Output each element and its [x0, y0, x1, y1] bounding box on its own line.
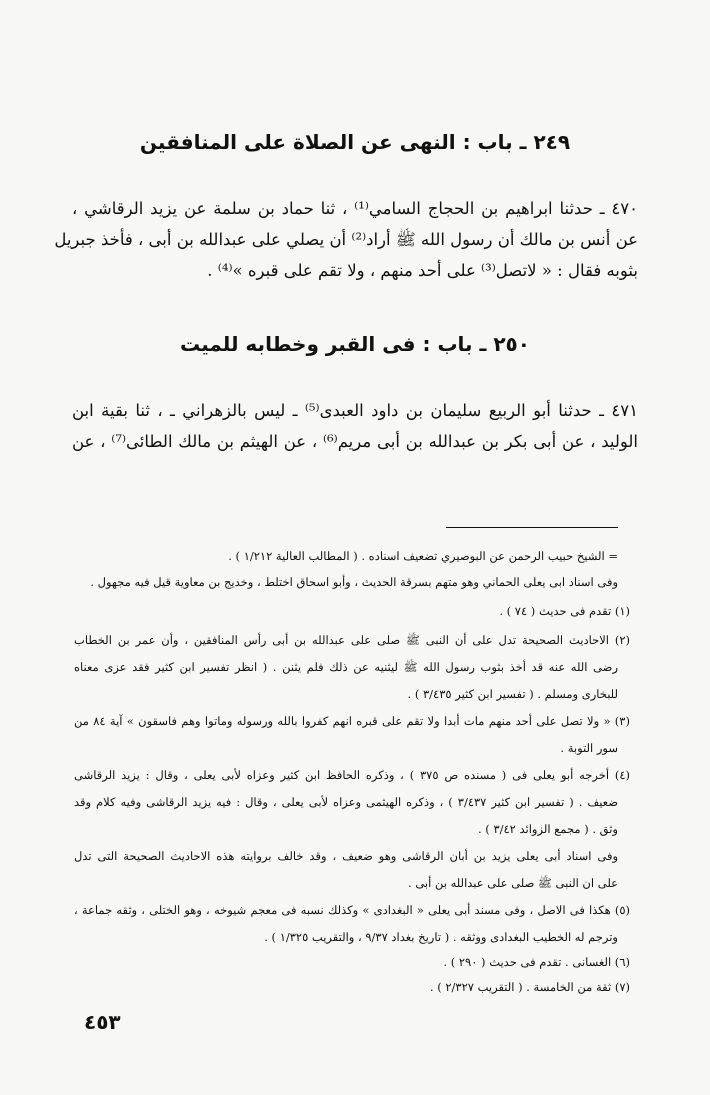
footnote-4-line-4: وفى اسناد أبى يعلى يزيد بن أبان الرقاشى وهو ضعيف ، وقد خالف بروايته هذه الاحاديث الصحيحة التى تدل: [74, 849, 618, 863]
footnote-5-line-1: (٥) هكذا فى الاصل ، وفى مسند أبى يعلى « البغدادى » وكذلك نسبه فى معجم شيوخه ، وهو الختلى ، وثقه جماعة ،: [74, 903, 630, 917]
hadith-471-line-2: الوليد ، عن أبى بكر بن عبدالله بن أبى مريم⁽⁶⁾ ، عن الهيثم بن مالك الطائى⁽⁷⁾ ، عن: [72, 432, 639, 451]
footnote-4-line-2: ضعيف . ( تفسير ابن كثير ٣/٤٣٧ ) ، وذكره الهيثمى وعزاه لأبى يعلى ، وقال : فيه يزيد الرقاشى وفيه كلام وقد: [74, 795, 618, 809]
footnote-2-line-2: رضى الله عنه قد أخذ بثوب رسول الله ﷺ ليثنيه عن ذلك فلم يثنن . ( انظر تفسير ابن كثير فقد عزى معناه: [74, 660, 618, 674]
hadith-470-line-3: بثوبه فقال : « لاتصل⁽³⁾ على أحد منهم ، ولا تقم على قبره »⁽⁴⁾ .: [207, 261, 638, 280]
footnote-4-line-3: وثق . ( مجمع الزوائد ٣/٤٢ ) .: [477, 822, 618, 836]
footnote-5-line-2: وترجم له الخطيب البغدادى ووثقه . ( تاريخ بغداد ٩/٣٧ ، والتقريب ١/٣٢٥ ) .: [264, 930, 618, 944]
footnote-6: (٦) الغسانى . تقدم فى حديث ( ٢٩٠ ) .: [443, 955, 630, 969]
footnote-4-line-1: (٤) أخرجه أبو يعلى فى ( مسنده ص ٣٧٥ ) ، وذكره الحافظ ابن كثير وعزاه لأبى يعلى ، وقال : يزيد الرقاشى: [74, 768, 630, 782]
footnote-continued-note: وفى اسناد ابى يعلى الحماني وهو متهم بسرقة الحديث ، وأبو اسحاق اختلط ، وخديج بن معاوية قيل فيه مجهول .: [90, 575, 618, 589]
footnote-2-line-3: للبخارى ومسلم . ( تفسير ابن كثير ٣/٤٣٥ ) .: [407, 687, 618, 701]
footnote-continued: = الشيخ حبيب الرحمن عن البوصيري تضعيف اسناده . ( المطالب العالية ١/٢١٢ ) .: [228, 549, 618, 563]
footnote-2-line-1: (٢) الاحاديث الصحيحة تدل على أن النبى ﷺ صلى على عبدالله بن أبى رأس المنافقين ، وأن عمر بن الخطاب: [74, 633, 630, 647]
footnote-3-line-1: (٣) « ولا تصل على أحد منهم مات أبدا ولا تقم على قبره انهم كفروا بالله ورسوله وماتوا وهم فاسقون » آية ٨٤ من: [74, 714, 630, 728]
hadith-471-line-1: ٤٧١ ـ حدثنا أبو الربيع سليمان بن داود العبدى⁽⁵⁾ ـ ليس بالزهراني ـ ، ثنا بقية ابن: [72, 401, 638, 420]
hadith-470-line-2: عن أنس بن مالك أن رسول الله ﷺ أراد⁽²⁾ أن يصلي على عبدالله بن أبى ، فأخذ جبريل: [54, 230, 638, 249]
footnote-separator: [446, 527, 618, 528]
hadith-470-line-1: ٤٧٠ ـ حدثنا ابراهيم بن الحجاج السامي⁽¹⁾ ، ثنا حماد بن سلمة عن يزيد الرقاشي ،: [72, 199, 638, 218]
page-number: ٤٥٣: [84, 1010, 121, 1034]
footnote-3-line-2: سور التوبة .: [560, 741, 618, 755]
chapter-250-title: ٢٥٠ ـ باب : فى القبر وخطابه للميت: [180, 332, 530, 356]
chapter-249-title: ٢٤٩ ـ باب : النهى عن الصلاة على المنافقين: [139, 130, 571, 154]
footnote-4-line-5: على ان النبى ﷺ صلى على عبدالله بن أبى .: [408, 876, 618, 890]
footnote-1: (١) تقدم فى حديث ( ٧٤ ) .: [499, 604, 630, 618]
footnote-7: (٧) ثقة من الخامسة . ( التقريب ٢/٣٢٧ ) .: [429, 980, 630, 994]
